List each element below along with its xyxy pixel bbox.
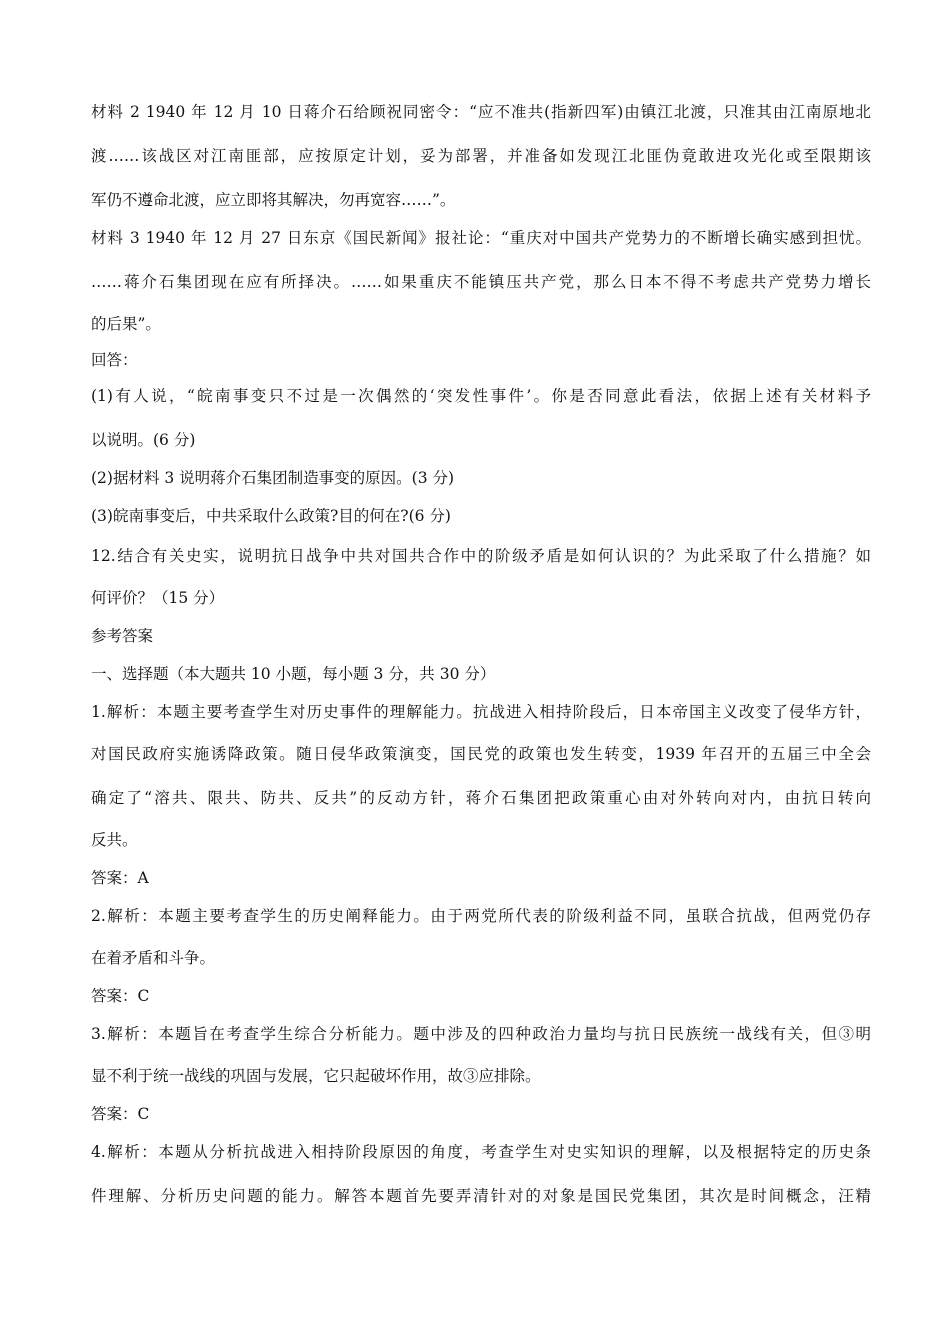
text-line: 2.解析：本题主要考查学生的历史阐释能力。由于两党所代表的阶级利益不同，虽联合抗战，但两党仍存 (91, 907, 871, 925)
answer-line: 答案：A (91, 869, 149, 887)
text-line: 3.解析：本题旨在考查学生综合分析能力。题中涉及的四种政治力量均与抗日民族统一战线有关，但③明 (91, 1025, 871, 1043)
text-line: 材料 2 1940 年 12 月 10 日蒋介石给顾祝同密令：“应不准共(指新四军)由镇江北渡，只准其由江南原地北 (91, 103, 871, 121)
text-line: 确定了“溶共、限共、防共、反共”的反动方针，蒋介石集团把政策重心由对外转向对内，由抗日转向 (91, 789, 871, 807)
text-line: 对国民政府实施诱降政策。随日侵华政策演变，国民党的政策也发生转变，1939 年召开的五届三中全会 (91, 745, 871, 763)
text-line: 在着矛盾和斗争。 (91, 949, 216, 967)
text-line: 的后果”。 (91, 315, 161, 333)
text-line: 材料 3 1940 年 12 月 27 日东京《国民新闻》报社论：“重庆对中国共产党势力的不断增长确实感到担忧。 (91, 229, 871, 247)
text-line: 4.解析：本题从分析抗战进入相持阶段原因的角度，考查学生对史实知识的理解，以及根据特定的历史条 (91, 1143, 871, 1161)
text-line: (1)有人说，“皖南事变只不过是一次偶然的‘突发性事件’。你是否同意此看法，依据上述有关材料予 (91, 387, 871, 405)
text-line: ……蒋介石集团现在应有所择决。……如果重庆不能镇压共产党，那么日本不得不考虑共产党势力增长 (91, 273, 871, 291)
answer-line: 答案：C (91, 987, 150, 1005)
text-line: 回答： (91, 351, 138, 369)
text-line: 12.结合有关史实，说明抗日战争中共对国共合作中的阶级矛盾是如何认识的？为此采取了什么措施？如 (91, 547, 871, 565)
text-line: (3)皖南事变后，中共采取什么政策?目的何在?(6 分) (91, 507, 451, 525)
text-line: 件理解、分析历史问题的能力。解答本题首先要弄清针对的对象是国民党集团，其次是时间概念，汪精 (91, 1187, 871, 1205)
text-line: 何评价？（15 分） (91, 589, 225, 607)
text-line: 渡……该战区对江南匪部，应按原定计划，妥为部署，并准备如发现江北匪伪竟敢进攻光化或至限期该 (91, 147, 871, 165)
text-line: 1.解析：本题主要考查学生对历史事件的理解能力。抗战进入相持阶段后，日本帝国主义改变了侵华方针， (91, 703, 871, 721)
section-heading: 一、选择题（本大题共 10 小题，每小题 3 分，共 30 分） (91, 665, 496, 683)
text-line: 军仍不遵命北渡，应立即将其解决，勿再宽容……”。 (91, 191, 456, 209)
text-line: (2)据材料 3 说明蒋介石集团制造事变的原因。(3 分) (91, 469, 455, 487)
answer-line: 答案：C (91, 1105, 150, 1123)
text-line: 反共。 (91, 831, 138, 849)
text-line: 以说明。(6 分) (91, 431, 196, 449)
section-heading: 参考答案 (91, 627, 154, 645)
text-line: 显不利于统一战线的巩固与发展，它只起破坏作用，故③应排除。 (91, 1067, 541, 1085)
